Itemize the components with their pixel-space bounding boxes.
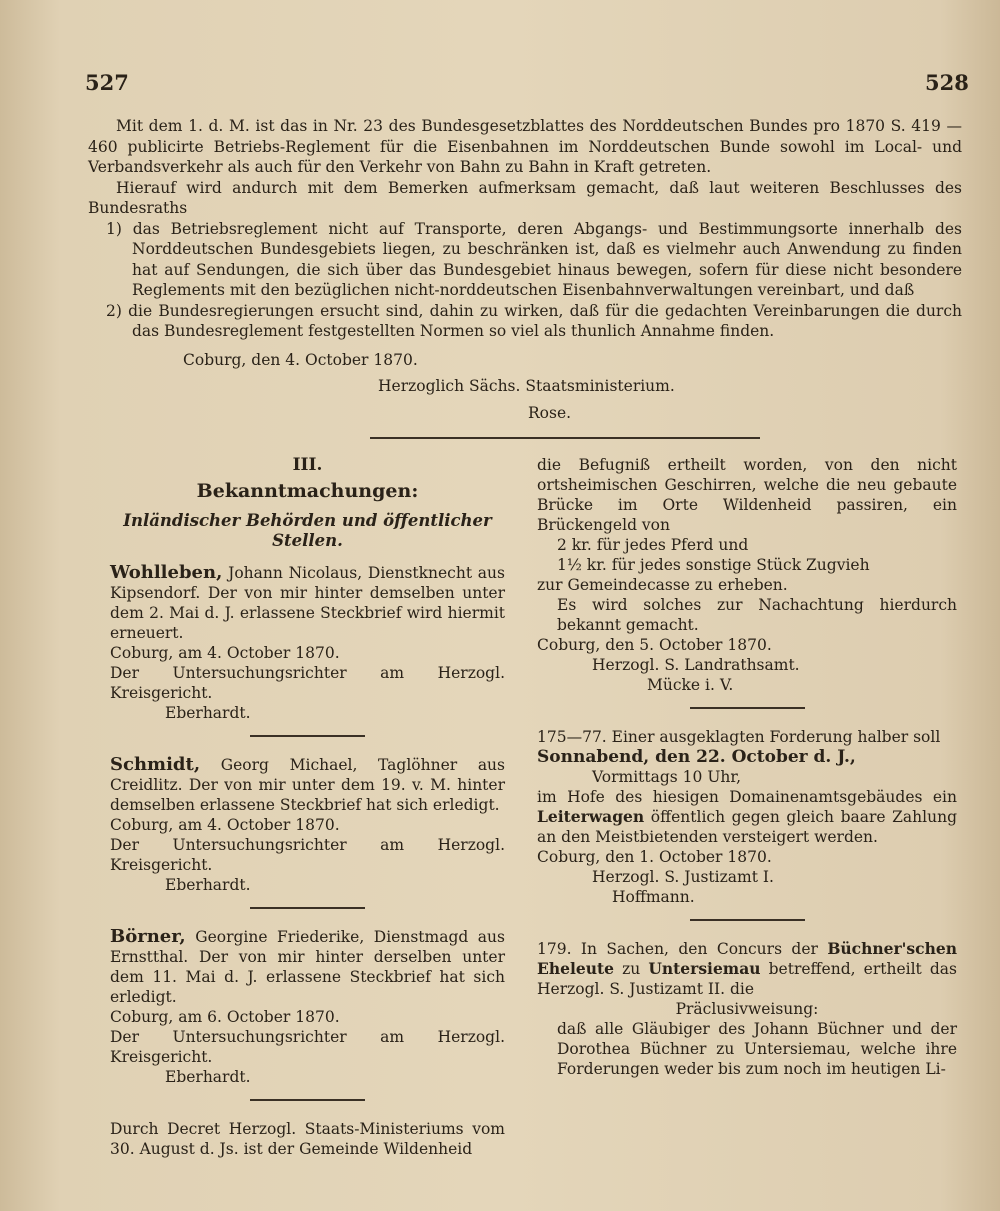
fee-line-2: 1½ kr. für jedes sonstige Stück Zugvieh xyxy=(557,556,870,574)
entry-authority: Der Untersuchungsrichter am Herzogl. Kreisgericht. xyxy=(110,836,505,874)
page-number-right: 528 xyxy=(925,70,969,95)
entry-name: Schmidt, xyxy=(110,754,201,775)
entry-authority: Der Untersuchungsrichter am Herzogl. Kreisgericht. xyxy=(110,664,505,702)
auction-date-line: Coburg, den 1. October 1870. xyxy=(537,848,772,866)
auction-time: Vormittags 10 Uhr, xyxy=(592,768,741,786)
entry-text: Johann Nicolaus, Dienstknecht aus Kipsendorf. Der von mir hinter demselben unter dem 2. Mai d. J. erlassene Steckbrief wird hiermit erneuert. xyxy=(110,564,505,642)
section-divider xyxy=(370,437,760,439)
subsection-title: Inländischer Behörden und öffentlicher Stellen. xyxy=(123,511,492,550)
entry-divider xyxy=(250,735,365,737)
auction-intro: 175—77. Einer ausgeklagten Forderung halber soll xyxy=(537,728,941,746)
auction-signature: Hoffmann. xyxy=(612,888,695,906)
entry-authority: Der Untersuchungsrichter am Herzogl. Kreisgericht. xyxy=(110,1028,505,1066)
right-column xyxy=(537,455,957,1083)
notice-authority: Herzogl. S. Landrathsamt. xyxy=(592,656,800,674)
entry-name: Börner, xyxy=(110,926,186,947)
entry-date: Coburg, am 4. October 1870. xyxy=(110,644,340,662)
bankruptcy-text: zu xyxy=(614,960,649,978)
auction-text: öffentlich gegen gleich baare Zahlung an den Meistbietenden versteigert werden. xyxy=(537,808,957,846)
notice-item-2: 2) die Bundesregierungen ersucht sind, dahin zu wirken, daß für die gedachten Vereinbarungen die durch das Bundesreglement festgestellten Normen so viel als thunlich Annahme finden. xyxy=(106,301,962,340)
entry-divider xyxy=(250,907,365,909)
notice-text: zur Gemeindecasse zu erheben. xyxy=(537,576,788,594)
entry-text: Georgine Friederike, Dienstmagd aus Ernstthal. Der von mir hinter derselben unter dem 11. Mai d. J. erlassene Steckbrief hat sich erledigt. xyxy=(110,928,505,1006)
auction-notice xyxy=(537,727,957,907)
fee-line-1: 2 kr. für jedes Pferd und xyxy=(557,536,749,554)
bankruptcy-notice xyxy=(537,939,957,1079)
notice-date: Coburg, den 5. October 1870. xyxy=(537,636,772,654)
notice-text: Es wird solches zur Nachachtung hierdurch bekannt gemacht. xyxy=(557,596,957,634)
decree-entry xyxy=(110,1119,505,1159)
bankruptcy-body: daß alle Gläubiger des Johann Büchner und der Dorothea Büchner zu Untersiemau, welche ihre Forderungen weder bis zum noch im heutigen Li- xyxy=(557,1020,957,1078)
bankruptcy-text: 179. In Sachen, den Concurs der xyxy=(537,940,828,958)
notice-authority: Herzoglich Sächs. Staatsministerium. xyxy=(378,377,675,395)
auction-authority: Herzogl. S. Justizamt I. xyxy=(592,868,774,886)
railway-notice xyxy=(88,116,962,423)
section-title: Bekanntmachungen: xyxy=(196,480,419,502)
entry-divider xyxy=(690,707,805,709)
bridge-toll-notice xyxy=(537,455,957,695)
warrant-entry-schmidt xyxy=(110,755,505,895)
notice-item-1: 1) das Betriebsreglement nicht auf Transporte, deren Abgangs- und Bestimmungsorte innerhalb des Norddeutschen Bundesgebiets liegen, zu beschränken ist, daß es vielmehr auch Anwendung zu finden hat auf Sendungen, die sich über das Bundesgebiet hinaus bewegen, sofern für diese nicht besondere Reglements mit den bezüglichen nicht-norddeutschen Eisenbahnverwaltungen vereinbart, und daß xyxy=(106,219,962,299)
auction-date: Sonnabend, den 22. October d. J., xyxy=(537,747,856,767)
auction-item: Leiterwagen xyxy=(537,807,645,826)
entry-name: Wohlleben, xyxy=(110,562,223,583)
page-number-left: 527 xyxy=(85,70,129,95)
entry-divider xyxy=(690,919,805,921)
notice-text: die Befugniß ertheilt worden, von den nicht ortsheimischen Geschirren, welche die neu gebaute Brücke im Orte Wildenheid passiren, ein Brückengeld von xyxy=(537,456,957,534)
entry-signature: Eberhardt. xyxy=(165,1068,251,1086)
warrant-entry-boerner xyxy=(110,927,505,1087)
bankruptcy-place: Untersiemau xyxy=(648,959,761,978)
notice-signature: Mücke i. V. xyxy=(647,676,734,694)
entry-signature: Eberhardt. xyxy=(165,876,251,894)
entry-date: Coburg, am 4. October 1870. xyxy=(110,816,340,834)
bankruptcy-text: betreffend, ertheilt das Herzogl. S. Justizamt II. die xyxy=(537,960,957,998)
notice-paragraph-2: Hierauf wird andurch mit dem Bemerken aufmerksam gemacht, daß laut weiteren Beschlusses des Bundesraths xyxy=(88,178,962,217)
notice-place-date: Coburg, den 4. October 1870. xyxy=(183,350,418,369)
bankruptcy-heading: Präclusivweisung: xyxy=(675,1000,819,1018)
entry-text: Durch Decret Herzogl. Staats-Ministeriums vom 30. August d. Js. ist der Gemeinde Wildenheid xyxy=(110,1120,505,1158)
bankruptcy-party: Büchner'schen Eheleute xyxy=(537,939,957,978)
notice-paragraph-1: Mit dem 1. d. M. ist das in Nr. 23 des Bundesgesetzblattes des Norddeutschen Bundes pro 1870 S. 419 — 460 publicirte Betriebs-Reglement für die Eisenbahnen im Norddeutschen Bunde sowohl im Local- und Verbandsverkehr als auch für den Verkehr von Bahn zu Bahn in Kraft getreten. xyxy=(88,117,962,176)
section-number: III. xyxy=(292,455,323,475)
entry-text: Georg Michael, Taglöhner aus Creidlitz. Der von mir unter dem 19. v. M. hinter demselben erlassene Steckbrief hat sich erledigt. xyxy=(110,756,505,814)
entry-signature: Eberhardt. xyxy=(165,704,251,722)
entry-divider xyxy=(250,1099,365,1101)
notice-signature: Rose. xyxy=(528,403,572,422)
entry-date: Coburg, am 6. October 1870. xyxy=(110,1008,340,1026)
left-column xyxy=(110,455,505,1165)
auction-text: im Hofe des hiesigen Domainenamtsgebäudes ein xyxy=(537,788,957,806)
warrant-entry-wohlleben xyxy=(110,563,505,723)
